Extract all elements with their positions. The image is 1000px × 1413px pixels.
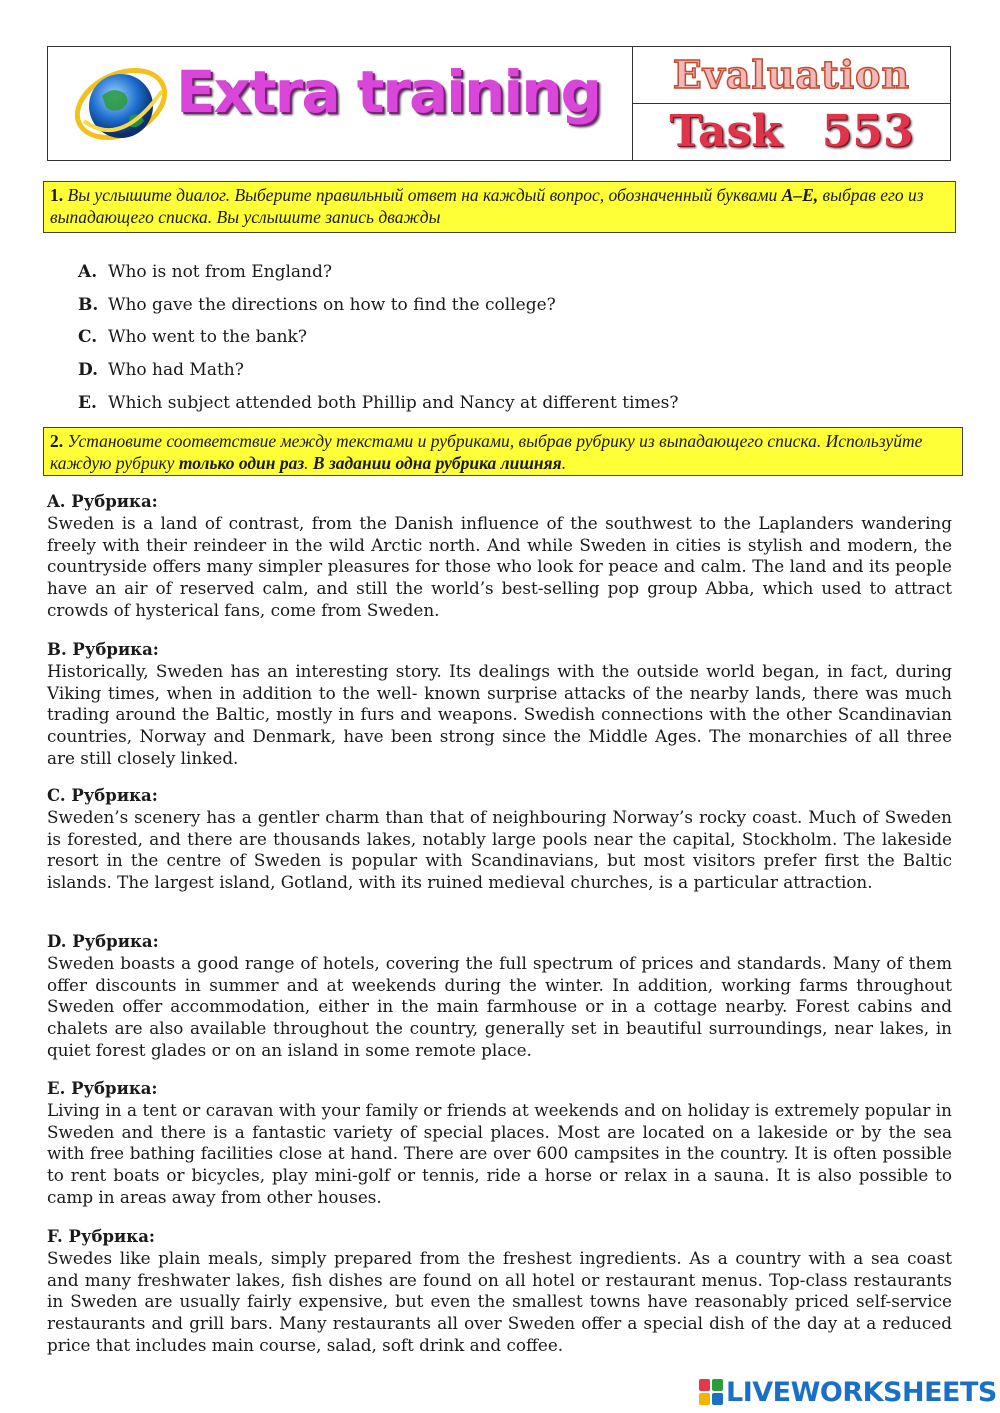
section-heading: C. Рубрика: (47, 786, 158, 805)
task2-instruction (43, 427, 963, 476)
task2-instruction-sep: . (304, 453, 313, 473)
task1-instruction-text-b: выбрав его из выпадающего списка. Вы услышите запись дважды (50, 185, 924, 227)
header-box (47, 46, 951, 161)
section-heading: B. Рубрика: (47, 640, 159, 659)
question-item (78, 327, 678, 360)
task1-instruction-letters: A–E, (781, 185, 819, 205)
question-item (78, 360, 678, 393)
evaluation-row (633, 47, 950, 103)
question-text: Who had Math? (108, 360, 244, 381)
liveworksheets-footer (698, 1376, 997, 1408)
liveworksheets-logo-icon (698, 1378, 724, 1406)
section-body: Sweden boasts a good range of hotels, covering the full spectrum of prices and standards. Many of them offer discounts in summer and at weekends during the winter. In addition, working farms throughout Sweden offer accommodation, either in the main farmhouse or in a cottage nearby. Forest cabins and chalets are also available throughout the country, generally set in beautiful surroundings, near lakes, in quiet forest glades or on an island in some remote place. (47, 952, 952, 1060)
section-body: Sweden’s scenery has a gentler charm than that of neighbouring Norway’s rocky coast. Much of Sweden is forested, and there are thousands lakes, notably large pools near the capital, Stockholm. The lakeside resort in the centre of Sweden is popular with Scandinavians, but most visitors prefer first the Baltic islands. The largest island, Gotland, with its ruined medieval churches, is a particular attraction. (47, 806, 952, 893)
globe-logo-icon (72, 61, 170, 147)
question-letter: B. (78, 294, 99, 315)
question-letter: A. (78, 262, 98, 282)
text-section-d (47, 931, 952, 1062)
task2-number: 2. (50, 431, 64, 451)
text-section-b (47, 639, 952, 770)
question-item (78, 393, 678, 426)
footer-brand: LIVEWORKSHEETS (726, 1376, 997, 1408)
task1-number: 1. (50, 185, 64, 205)
question-letter: E. (78, 392, 97, 413)
question-text: Who went to the bank? (108, 327, 307, 348)
header-task-panel (633, 47, 950, 160)
section-heading: A. Рубрика: (47, 492, 158, 511)
text-section-a (47, 491, 952, 622)
header-banner (48, 47, 633, 160)
task2-instruction-bold-2: В задании одна рубрика лишняя (312, 453, 562, 473)
section-heading: D. Рубрика: (47, 932, 159, 951)
task1-instruction (43, 181, 956, 233)
task-title (669, 106, 914, 157)
task1-instruction-text-a: Вы услышите диалог. Выберите правильный ответ на каждый вопрос, обозначенный буквами (67, 185, 782, 205)
question-item (78, 295, 678, 328)
section-heading: F. Рубрика: (47, 1227, 155, 1246)
section-heading: E. Рубрика: (47, 1079, 158, 1098)
task-row (633, 103, 950, 160)
question-letter: C. (78, 327, 98, 348)
question-text: Who is not from England? (108, 262, 332, 282)
task2-instruction-bold-1: только один раз (178, 453, 305, 473)
question-text: Who gave the directions on how to find the college? (108, 294, 556, 315)
evaluation-label: Evaluation (672, 52, 911, 97)
section-body: Historically, Sweden has an interesting story. Its dealings with the outside world began, in fact, during Viking times, when in addition to the well- known surprise attacks of the nearby lands, there was much trading around the Baltic, mostly in furs and weapons. Swedish connections with the other Scandinavian countries, Norway and Denmark, have been strong since the Middle Ages. The monarchies of all three are still closely linked. (47, 660, 952, 768)
section-body: Sweden is a land of contrast, from the Danish influence of the southwest to the Laplanders wandering freely with their reindeer in the wild Arctic north. And while Sweden in cities is stylish and modern, the countryside offers many simpler pleasures for those who look for peace and calm. The land and its people have an air of reserved calm, and still the world’s best-selling pop group Abba, which used to attract crowds of hysterical fans, come from Sweden. (47, 512, 952, 620)
question-item (78, 262, 678, 295)
banner-title: Extra training (176, 58, 601, 126)
task-number: 553 (821, 106, 914, 157)
question-text: Which subject attended both Phillip and Nancy at different times? (108, 392, 679, 413)
task-label: Task (669, 106, 782, 157)
task2-instruction-end: . (561, 453, 567, 473)
text-section-e (47, 1078, 952, 1209)
text-section-c (47, 785, 952, 894)
text-section-f (47, 1226, 952, 1357)
section-body: Swedes like plain meals, simply prepared from the freshest ingredients. As a country with a sea coast and many freshwater lakes, fish dishes are found on all hotel or restaurant menus. Top-class restaurants in Sweden are usually fairly expensive, but even the smallest towns have reasonably priced self-service restaurants and grill bars. Many restaurants all over Sweden offer a special dish of the day at a reduced price that includes main course, salad, soft drink and coffee. (47, 1247, 952, 1355)
question-letter: D. (78, 360, 99, 381)
question-list (78, 262, 678, 425)
section-body: Living in a tent or caravan with your family or friends at weekends and on holiday is extremely popular in Sweden and there is a fantastic variety of special places. Most are located on a lakeside or by the sea with free bathing facilities close at hand. There are over 600 campsites in the country. It is often possible to rent boats or bicycles, play mini-golf or tennis, ride a horse or relax in a sauna. It is also possible to camp in areas away from other houses. (47, 1099, 952, 1207)
task2-instruction-text-a: Установите соответствие между текстами и рубриками, выбрав рубрику из выпадающего списка. Используйте каждую рубрику (50, 431, 923, 473)
